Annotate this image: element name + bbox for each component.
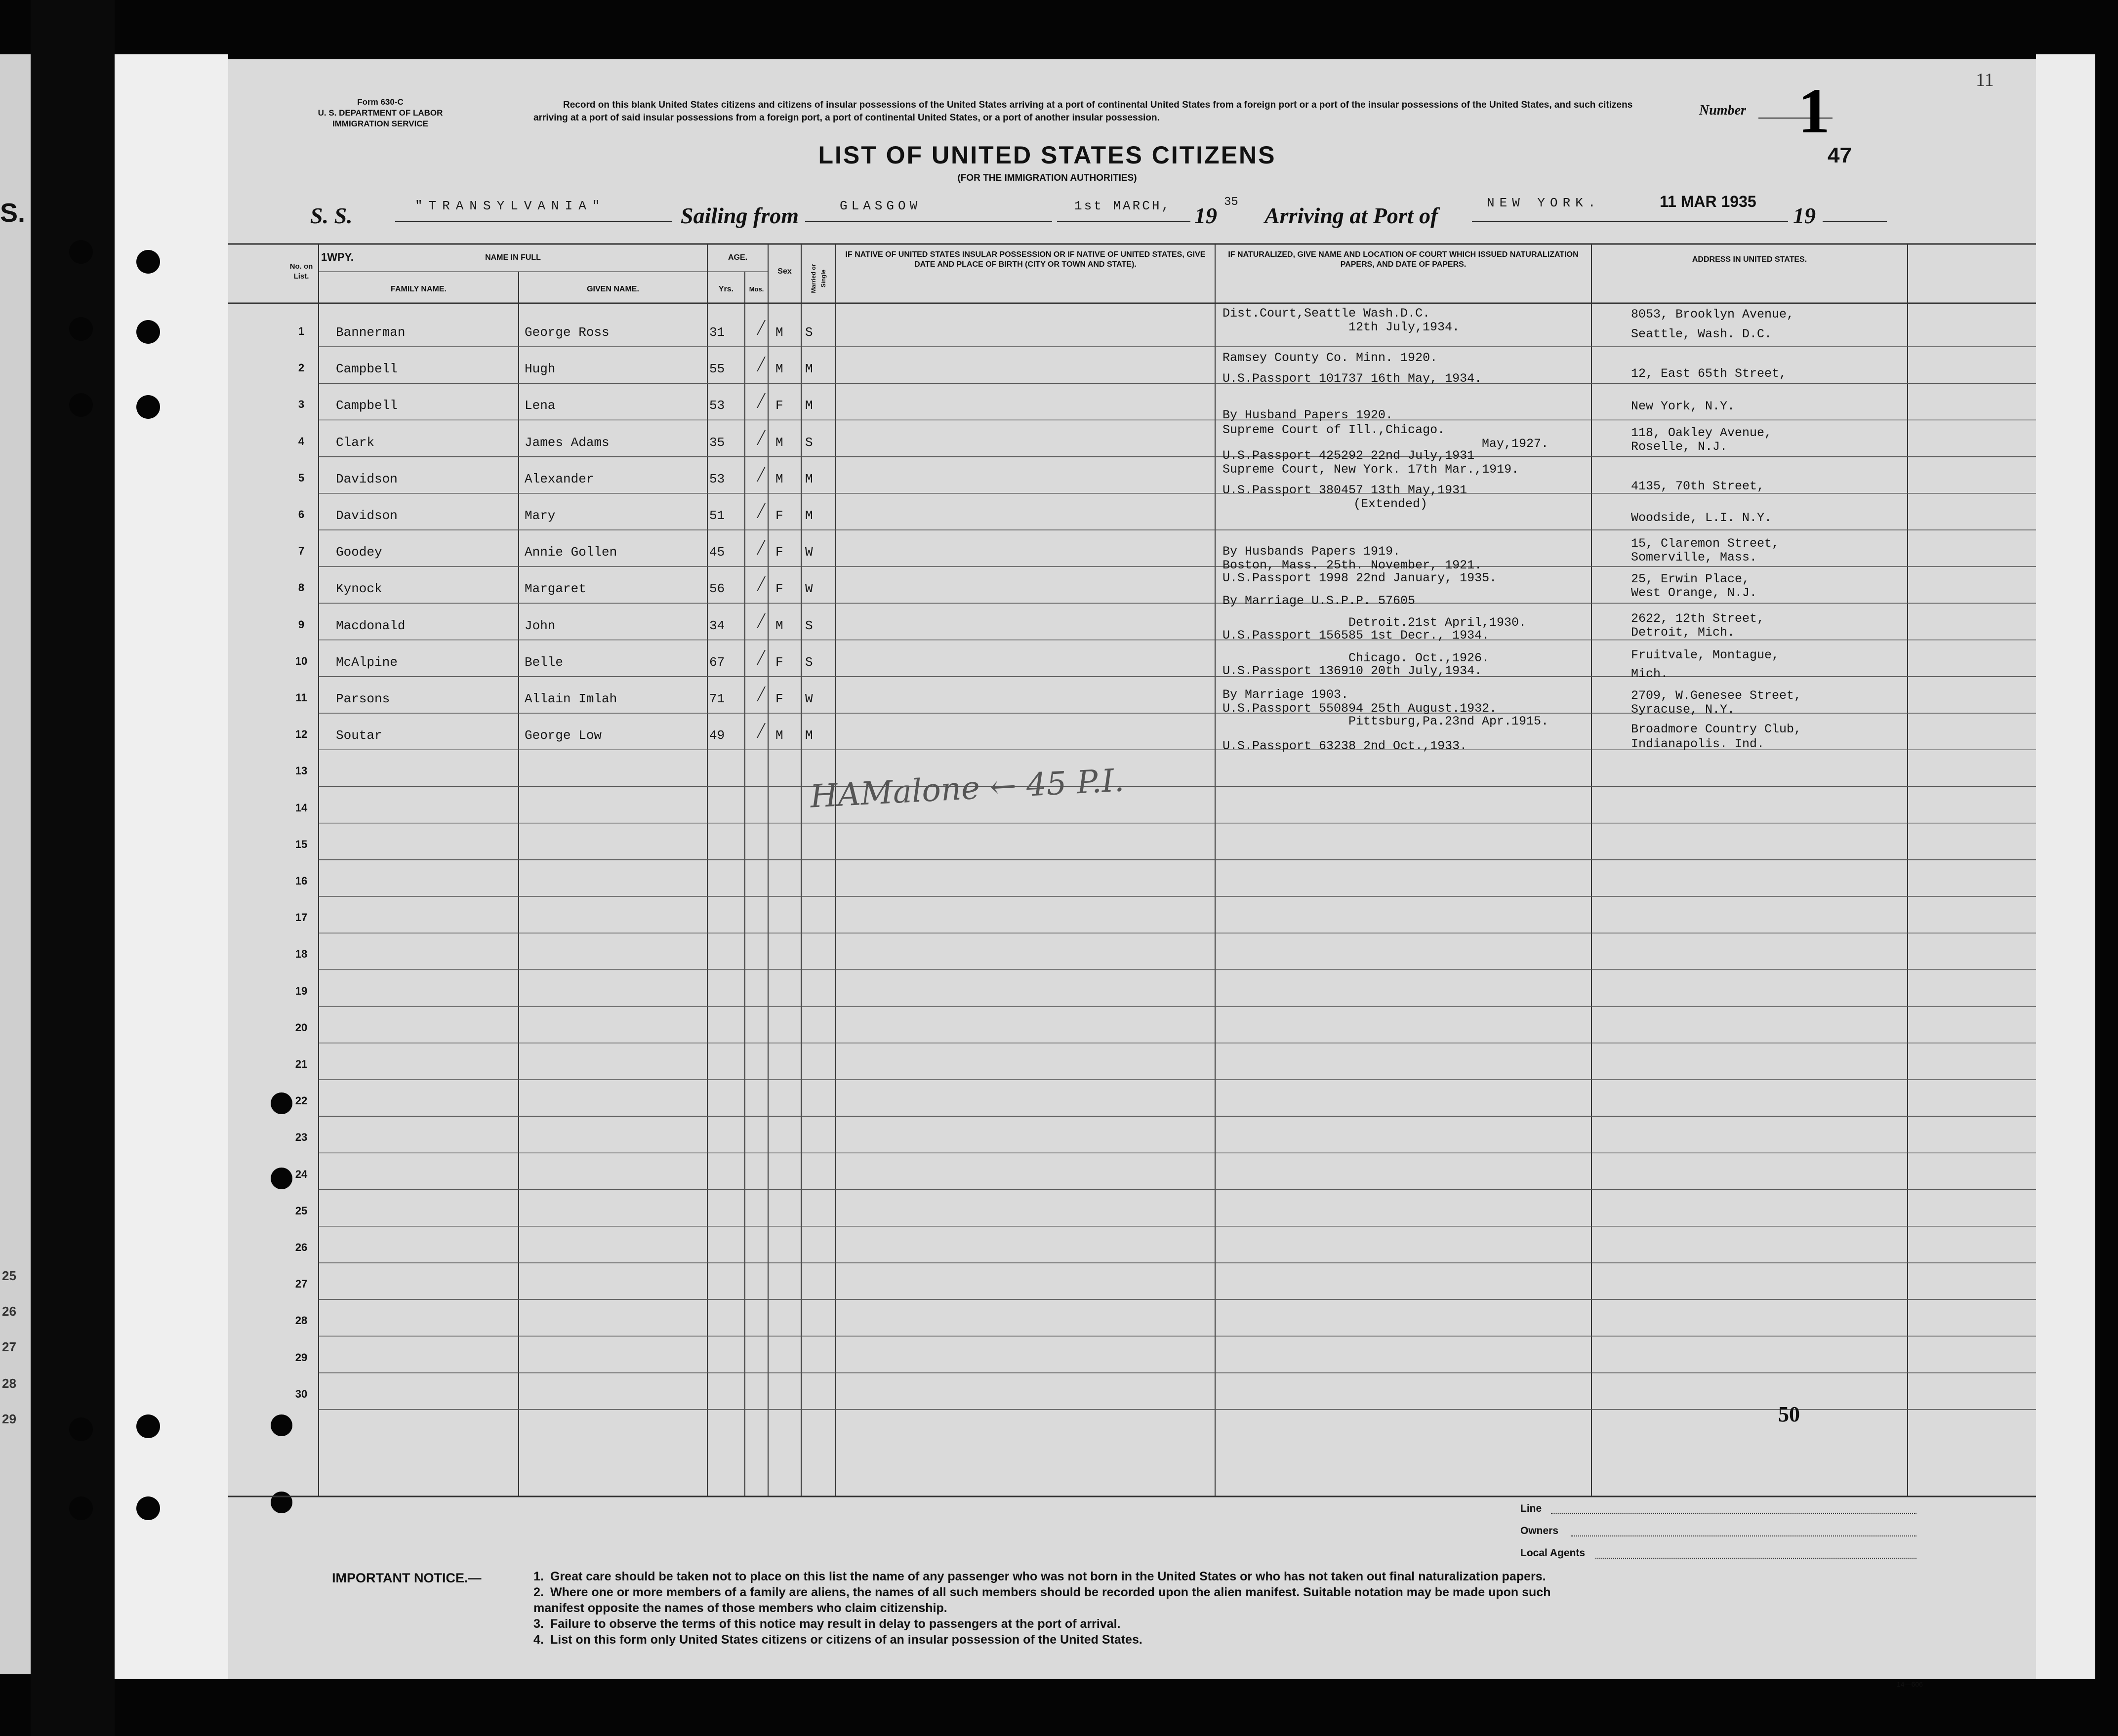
marital-status: S bbox=[805, 654, 813, 670]
important-notice-title: IMPORTANT NOTICE.— bbox=[332, 1571, 482, 1585]
naturalization-text: U.S.Passport 63238 2nd Oct.,1933. bbox=[1222, 739, 1467, 753]
naturalization-text: Supreme Court of Ill.,Chicago. bbox=[1222, 423, 1445, 437]
family-name: Clark bbox=[336, 435, 375, 450]
naturalization-text: U.S.Passport 136910 20th July,1934. bbox=[1222, 664, 1482, 678]
sex-value: M bbox=[775, 728, 783, 743]
owners-label: Owners bbox=[1520, 1525, 1559, 1536]
address-text: Somerville, Mass. bbox=[1631, 550, 1757, 565]
family-name: Goodey bbox=[336, 545, 382, 560]
naturalization-text: Ramsey County Co. Minn. 1920. bbox=[1222, 351, 1438, 365]
header-married-single: Married or Single bbox=[810, 264, 827, 293]
age-years: 53 bbox=[709, 398, 725, 413]
family-name: Parsons bbox=[336, 691, 390, 706]
sex-value: F bbox=[775, 508, 783, 523]
corner-handwritten-mark: 11 bbox=[1976, 70, 1994, 90]
age-years: 67 bbox=[709, 654, 725, 670]
prev-page-number: 27 bbox=[2, 1339, 16, 1354]
address-text: Mich. bbox=[1631, 667, 1669, 681]
naturalization-text: U.S.Passport 550894 25th August.1932. bbox=[1222, 701, 1497, 716]
family-name: Davidson bbox=[336, 471, 398, 486]
address-text: Indianapolis. Ind. bbox=[1631, 737, 1765, 751]
row-number: 26 bbox=[295, 1241, 308, 1253]
address-text: West Orange, N.J. bbox=[1631, 586, 1757, 600]
sex-value: F bbox=[775, 654, 783, 670]
prev-page-number: 28 bbox=[2, 1376, 16, 1391]
family-name: Macdonald bbox=[336, 618, 406, 633]
sex-value: M bbox=[775, 325, 783, 340]
row-number: 22 bbox=[295, 1094, 308, 1107]
marital-status: M bbox=[805, 728, 813, 743]
naturalization-text: Chicago. Oct.,1926. bbox=[1348, 651, 1490, 665]
arriving-label: Arriving at Port of bbox=[1264, 203, 1438, 228]
naturalization-text: By Marriage 1903. bbox=[1222, 687, 1349, 702]
sex-value: F bbox=[775, 691, 783, 706]
row-number: 4 bbox=[298, 435, 305, 447]
service-name: IMMIGRATION SERVICE bbox=[332, 119, 428, 128]
header-months: Mos. bbox=[749, 285, 764, 293]
address-text: 2709, W.Genesee Street, bbox=[1631, 688, 1802, 703]
naturalization-text: U.S.Passport 1998 22nd January, 1935. bbox=[1222, 571, 1497, 585]
row-number: 18 bbox=[295, 948, 308, 961]
given-name: George Low bbox=[525, 728, 602, 743]
list-number: 1 bbox=[1798, 76, 1830, 147]
naturalization-text: Supreme Court, New York. 17th Mar.,1919. bbox=[1222, 462, 1519, 477]
prev-page-number: 25 bbox=[2, 1268, 16, 1283]
naturalization-text: By Husband Papers 1920. bbox=[1222, 408, 1393, 422]
given-name: Allain Imlah bbox=[525, 691, 617, 706]
department-name: U. S. DEPARTMENT OF LABOR bbox=[318, 108, 443, 118]
row-number: 1 bbox=[298, 325, 305, 337]
page-total: 50 bbox=[1778, 1402, 1800, 1426]
row-number: 23 bbox=[295, 1131, 308, 1144]
naturalization-text: Boston, Mass. 25th. November, 1921. bbox=[1222, 558, 1482, 572]
row-number: 24 bbox=[295, 1168, 308, 1180]
family-name: McAlpine bbox=[336, 654, 398, 670]
age-years: 45 bbox=[709, 545, 725, 560]
notice-item: 1. Great care should be taken not to place on this list the name of any passenger who was not born in the United States or who has not taken out final naturalization papers. bbox=[533, 1570, 1546, 1583]
header-sex: Sex bbox=[777, 267, 792, 276]
marital-status: W bbox=[805, 581, 813, 597]
sailing-date: 1st MARCH, bbox=[1074, 199, 1172, 213]
prev-page-letter: S. bbox=[0, 198, 26, 228]
row-number: 21 bbox=[295, 1058, 308, 1070]
row-number: 3 bbox=[298, 398, 305, 411]
page-subtitle: (FOR THE IMMIGRATION AUTHORITIES) bbox=[957, 173, 1137, 183]
age-years: 34 bbox=[709, 618, 725, 633]
header-naturalization: IF NATURALIZED, GIVE NAME AND LOCATION OF COURT WHICH ISSUED NATURALIZATION PAPERS, AND DATE OF PAPERS. bbox=[1228, 250, 1579, 269]
row-number: 11 bbox=[295, 691, 307, 704]
marital-status: M bbox=[805, 362, 813, 377]
address-text: 12, East 65th Street, bbox=[1631, 366, 1787, 381]
row-number: 14 bbox=[295, 801, 308, 814]
address-text: Detroit, Mich. bbox=[1631, 625, 1735, 640]
family-name: Davidson bbox=[336, 508, 398, 523]
row-number: 16 bbox=[295, 875, 308, 887]
family-name: Campbell bbox=[336, 362, 398, 377]
naturalization-text: May,1927. bbox=[1482, 437, 1549, 451]
row-number: 29 bbox=[295, 1351, 308, 1364]
row-number: 27 bbox=[295, 1278, 308, 1291]
address-text: Fruitvale, Montague, bbox=[1631, 648, 1780, 662]
naturalization-text: Pittsburg,Pa.23nd Apr.1915. bbox=[1348, 714, 1549, 728]
address-text: Seattle, Wash. D.C. bbox=[1631, 327, 1772, 341]
address-text: New York, N.Y. bbox=[1631, 399, 1735, 413]
row-number: 13 bbox=[295, 765, 308, 777]
marital-status: W bbox=[805, 691, 813, 706]
row-number: 30 bbox=[295, 1387, 308, 1400]
header-years: Yrs. bbox=[718, 285, 734, 293]
arrival-date-stamp: 11 MAR 1935 bbox=[1660, 193, 1756, 210]
address-text: Syracuse, N.Y. bbox=[1631, 702, 1735, 717]
number-label: Number bbox=[1699, 103, 1746, 118]
sailing-from-label: Sailing from bbox=[681, 203, 799, 228]
marital-status: S bbox=[805, 435, 813, 450]
family-name: Campbell bbox=[336, 398, 398, 413]
row-number: 25 bbox=[295, 1204, 308, 1217]
marital-status: W bbox=[805, 545, 813, 560]
naturalization-text: By Marriage U.S.P.P. 57605 bbox=[1222, 594, 1416, 608]
row-number: 17 bbox=[295, 911, 308, 924]
notice-item: manifest opposite the names of those members who claim citizenship. bbox=[533, 1601, 947, 1615]
notice-item: 3. Failure to observe the terms of this notice may result in delay to passengers at the port of arrival. bbox=[533, 1617, 1121, 1631]
family-name: Soutar bbox=[336, 728, 382, 743]
header-name-in-full: NAME IN FULL bbox=[485, 253, 541, 262]
naturalization-text: 12th July,1934. bbox=[1348, 320, 1460, 334]
marital-status: M bbox=[805, 508, 813, 523]
naturalization-text: U.S.Passport 425292 22nd July,1931 bbox=[1222, 448, 1475, 463]
age-years: 51 bbox=[709, 508, 725, 523]
header-address: ADDRESS IN UNITED STATES. bbox=[1692, 255, 1807, 264]
row-number: 19 bbox=[295, 984, 308, 997]
address-text: Woodside, L.I. N.Y. bbox=[1631, 511, 1772, 525]
address-text: 2622, 12th Street, bbox=[1631, 611, 1765, 626]
address-text: 4135, 70th Street, bbox=[1631, 479, 1765, 493]
given-name: James Adams bbox=[525, 435, 610, 450]
given-name: Belle bbox=[525, 654, 564, 670]
row-number: 5 bbox=[298, 471, 305, 484]
naturalization-text: Detroit.21st April,1930. bbox=[1348, 615, 1527, 630]
row-number: 12 bbox=[295, 728, 308, 741]
row-number: 8 bbox=[298, 581, 305, 594]
age-years: 31 bbox=[709, 325, 725, 340]
header-family-name: FAMILY NAME. bbox=[391, 285, 447, 293]
departure-port: GLASGOW bbox=[840, 199, 922, 213]
naturalization-text: U.S.Passport 101737 16th May, 1934. bbox=[1222, 371, 1482, 386]
row-number: 10 bbox=[295, 654, 308, 667]
year-suffix: 35 bbox=[1224, 196, 1238, 209]
given-name: Margaret bbox=[525, 581, 586, 597]
list-number-suffix: 47 bbox=[1828, 143, 1852, 167]
ss-label: S. S. bbox=[310, 203, 353, 228]
local-agents-label: Local Agents bbox=[1520, 1547, 1586, 1559]
given-name: Hugh bbox=[525, 362, 556, 377]
sex-value: M bbox=[775, 435, 783, 450]
form-number: Form 630-C bbox=[357, 97, 404, 107]
naturalization-text: Dist.Court,Seattle Wash.D.C. bbox=[1222, 306, 1430, 321]
marital-status: M bbox=[805, 471, 813, 486]
class-note: 1WPY. bbox=[321, 251, 354, 263]
age-years: 49 bbox=[709, 728, 725, 743]
year-prefix-2: 19 bbox=[1793, 203, 1816, 228]
address-text: 8053, Brooklyn Avenue, bbox=[1631, 307, 1794, 322]
given-name: Alexander bbox=[525, 471, 594, 486]
address-text: Roselle, N.J. bbox=[1631, 440, 1728, 454]
age-years: 55 bbox=[709, 362, 725, 377]
row-number: 28 bbox=[295, 1314, 308, 1327]
marital-status: S bbox=[805, 618, 813, 633]
age-years: 56 bbox=[709, 581, 725, 597]
row-number: 2 bbox=[298, 362, 305, 374]
row-number: 6 bbox=[298, 508, 305, 521]
sex-value: M bbox=[775, 618, 783, 633]
row-number: 7 bbox=[298, 545, 305, 558]
given-name: John bbox=[525, 618, 556, 633]
ship-name: "TRANSYLVANIA" bbox=[415, 199, 606, 213]
page-title: LIST OF UNITED STATES CITIZENS bbox=[818, 141, 1276, 169]
notice-item: 4. List on this form only United States citizens or citizens of an insular possession of the United States. bbox=[533, 1633, 1142, 1647]
given-name: Lena bbox=[525, 398, 556, 413]
naturalization-text: U.S.Passport 156585 1st Decr., 1934. bbox=[1222, 628, 1490, 643]
address-text: 118, Oakley Avenue, bbox=[1631, 426, 1772, 440]
sex-value: F bbox=[775, 545, 783, 560]
row-number: 20 bbox=[295, 1021, 308, 1034]
age-years: 53 bbox=[709, 471, 725, 486]
given-name: Mary bbox=[525, 508, 556, 523]
row-number: 15 bbox=[295, 838, 308, 850]
marital-status: M bbox=[805, 398, 813, 413]
address-text: 25, Erwin Place, bbox=[1631, 572, 1750, 586]
year-prefix: 19 bbox=[1194, 203, 1217, 228]
sex-value: F bbox=[775, 581, 783, 597]
header-age: AGE. bbox=[728, 253, 748, 262]
given-name: Annie Gollen bbox=[525, 545, 617, 560]
row-number: 9 bbox=[298, 618, 305, 631]
header-given-name: GIVEN NAME. bbox=[587, 285, 639, 293]
family-name: Bannerman bbox=[336, 325, 406, 340]
age-years: 35 bbox=[709, 435, 725, 450]
notice-item: 2. Where one or more members of a family are aliens, the names of all such members should be recorded upon the alien manifest. Suitable notation may be made upon such bbox=[533, 1585, 1551, 1599]
family-name: Kynock bbox=[336, 581, 382, 597]
sex-value: M bbox=[775, 471, 783, 486]
line-label: Line bbox=[1520, 1503, 1542, 1514]
header-place-of-birth: IF NATIVE OF UNITED STATES INSULAR POSSESSION OR IF NATIVE OF UNITED STATES, GIVE DATE AND PLACE OF BIRTH (CITY OR TOWN AND STATE). bbox=[845, 250, 1206, 269]
naturalization-text: By Husbands Papers 1919. bbox=[1222, 544, 1401, 559]
header-number-on-list: No. on List. bbox=[289, 262, 313, 281]
sex-value: F bbox=[775, 398, 783, 413]
record-instructions: Record on this blank United States citizens and citizens of insular possessions of the United States arriving at a port of continental United States from a foreign port or a port of the insular possessions of the United States, and such citizens arriving at a port of said insular possessions from a foreign port, a port of continental United States, or a port of another insular possession. bbox=[533, 100, 1633, 123]
naturalization-text: (Extended) bbox=[1353, 497, 1428, 511]
marital-status: S bbox=[805, 325, 813, 340]
sex-value: M bbox=[775, 362, 783, 377]
age-years: 71 bbox=[709, 691, 725, 706]
address-text: 15, Claremon Street, bbox=[1631, 536, 1780, 551]
prev-page-number: 26 bbox=[2, 1304, 16, 1319]
arrival-port: NEW YORK. bbox=[1487, 196, 1601, 210]
given-name: George Ross bbox=[525, 325, 610, 340]
handwritten-annotation: HAMalone ← 45 P.I. bbox=[809, 762, 1125, 815]
form-code: 14—606 bbox=[1897, 1680, 1923, 1688]
prev-page-number: 29 bbox=[2, 1412, 16, 1426]
naturalization-text: U.S.Passport 380457 13th May,1931 bbox=[1222, 483, 1467, 497]
address-text: Broadmore Country Club, bbox=[1631, 722, 1802, 736]
